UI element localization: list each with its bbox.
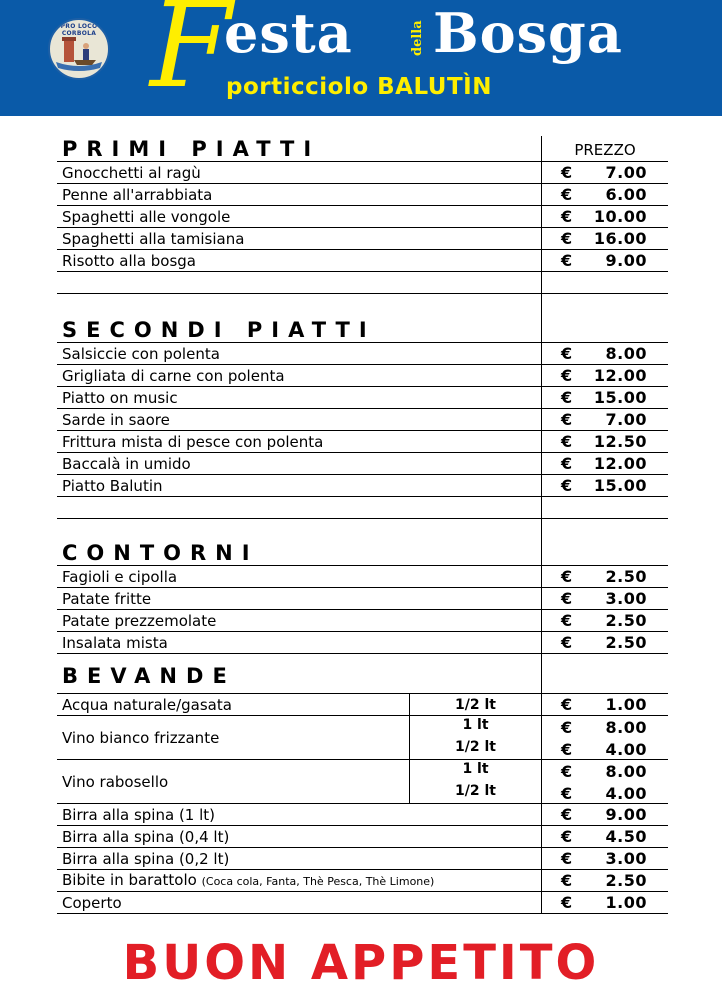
drink-item: Acqua naturale/gasata 1/2 lt € 1.00 <box>57 694 668 716</box>
euro-sign: € <box>561 454 573 473</box>
spacer-row <box>57 519 668 541</box>
menu-item: Frittura mista di pesce con polenta € 12.50 <box>57 431 668 453</box>
euro-sign: € <box>561 633 573 652</box>
empty-row <box>57 272 668 294</box>
drink-item: Bibite in barattolo (Coca cola, Fanta, Thè Pesca, Thè Limone) € 2.50 <box>57 870 668 892</box>
price: 16.00 <box>593 229 647 248</box>
price: 9.00 <box>605 805 647 824</box>
price: 15.00 <box>593 388 647 407</box>
euro-sign: € <box>561 740 573 759</box>
euro-sign: € <box>561 718 573 737</box>
menu-item: Spaghetti alla tamisiana € 16.00 <box>57 228 668 250</box>
menu-item: Spaghetti alle vongole € 10.00 <box>57 206 668 228</box>
title-festa: esta <box>224 1 353 65</box>
pro-loco-logo <box>48 18 110 80</box>
euro-sign: € <box>561 207 573 226</box>
euro-sign: € <box>561 366 573 385</box>
price: 4.00 <box>605 784 647 803</box>
cover-charge: Coperto € 1.00 <box>57 892 668 914</box>
euro-sign: € <box>561 163 573 182</box>
euro-sign: € <box>561 229 573 248</box>
section-header-contorni <box>57 541 668 566</box>
euro-sign: € <box>561 251 573 270</box>
euro-sign: € <box>561 827 573 846</box>
euro-sign: € <box>561 611 573 630</box>
price: 3.00 <box>605 589 647 608</box>
menu-item: Salsiccie con polenta € 8.00 <box>57 343 668 365</box>
price: 1.00 <box>605 695 647 714</box>
section-header-bevande <box>57 654 668 694</box>
price: 10.00 <box>593 207 647 226</box>
euro-sign: € <box>561 784 573 803</box>
title-bosga: Bosga <box>433 1 623 65</box>
price: 2.50 <box>605 567 647 586</box>
drink-note: (Coca cola, Fanta, Thè Pesca, Thè Limone) <box>201 875 435 888</box>
menu-table <box>57 136 668 914</box>
footer-greeting: BUON APPETITO <box>122 935 600 991</box>
section-title: PRIMI PIATTI <box>62 137 321 161</box>
price: 8.00 <box>605 762 647 781</box>
euro-sign: € <box>561 871 573 890</box>
spacer-row <box>57 294 668 316</box>
menu-item: Penne all'arrabbiata € 6.00 <box>57 184 668 206</box>
price: 8.00 <box>605 344 647 363</box>
price: 6.00 <box>605 185 647 204</box>
price: 4.50 <box>605 827 647 846</box>
section-header-secondi <box>57 316 668 343</box>
section-title: SECONDI PIATTI <box>62 318 376 342</box>
euro-sign: € <box>561 432 573 451</box>
price-column-header: PREZZO <box>541 136 668 161</box>
price: 2.50 <box>605 871 647 890</box>
euro-sign: € <box>561 185 573 204</box>
price: 8.00 <box>605 718 647 737</box>
price: 12.00 <box>593 454 647 473</box>
section-title: BEVANDE <box>62 664 236 688</box>
price: 7.00 <box>605 163 647 182</box>
euro-sign: € <box>561 849 573 868</box>
drink-item: Vino rabosello 1 lt 1/2 lt € 8.00 € 4.00 <box>57 760 668 804</box>
price: 9.00 <box>605 251 647 270</box>
menu-item: Risotto alla bosga € 9.00 <box>57 250 668 272</box>
euro-sign: € <box>561 410 573 429</box>
euro-sign: € <box>561 567 573 586</box>
price: 3.00 <box>605 849 647 868</box>
menu-item: Baccalà in umido € 12.00 <box>57 453 668 475</box>
quantity-cell: 1/2 lt <box>409 694 541 715</box>
empty-row <box>57 497 668 519</box>
price: 12.50 <box>593 432 647 451</box>
logo-text: PRO LOCO CORBOLA <box>60 23 98 37</box>
menu-item: Insalata mista € 2.50 <box>57 632 668 654</box>
euro-sign: € <box>561 344 573 363</box>
price: 1.00 <box>605 893 647 912</box>
quantity-cell: 1 lt 1/2 lt <box>409 716 541 759</box>
menu-item: Piatto Balutin € 15.00 <box>57 475 668 497</box>
drink-item: Birra alla spina (0,4 lt) € 4.50 <box>57 826 668 848</box>
section-title: CONTORNI <box>62 541 259 565</box>
euro-sign: € <box>561 388 573 407</box>
euro-sign: € <box>561 589 573 608</box>
subtitle: porticciolo BALUTÌN <box>226 74 492 100</box>
price: 2.50 <box>605 611 647 630</box>
euro-sign: € <box>561 893 573 912</box>
price: 15.00 <box>593 476 647 495</box>
price: 12.00 <box>593 366 647 385</box>
euro-sign: € <box>561 476 573 495</box>
header-banner <box>0 0 722 116</box>
menu-item: Fagioli e cipolla € 2.50 <box>57 566 668 588</box>
title-initial: F <box>150 0 232 114</box>
price: 7.00 <box>605 410 647 429</box>
euro-sign: € <box>561 695 573 714</box>
menu-item: Gnocchetti al ragù € 7.00 <box>57 162 668 184</box>
drink-item: Birra alla spina (1 lt) € 9.00 <box>57 804 668 826</box>
price: 4.00 <box>605 740 647 759</box>
drink-item: Vino bianco frizzante 1 lt 1/2 lt € 8.00 € 4.00 <box>57 716 668 760</box>
section-header-primi <box>57 136 668 162</box>
menu-item: Grigliata di carne con polenta € 12.00 <box>57 365 668 387</box>
quantity-cell: 1 lt 1/2 lt <box>409 760 541 803</box>
drink-item: Birra alla spina (0,2 lt) € 3.00 <box>57 848 668 870</box>
menu-item: Patate fritte € 3.00 <box>57 588 668 610</box>
title-della: della <box>410 20 425 56</box>
price: 2.50 <box>605 633 647 652</box>
menu-item: Sarde in saore € 7.00 <box>57 409 668 431</box>
euro-sign: € <box>561 762 573 781</box>
euro-sign: € <box>561 805 573 824</box>
menu-item: Piatto on music € 15.00 <box>57 387 668 409</box>
menu-item: Patate prezzemolate € 2.50 <box>57 610 668 632</box>
